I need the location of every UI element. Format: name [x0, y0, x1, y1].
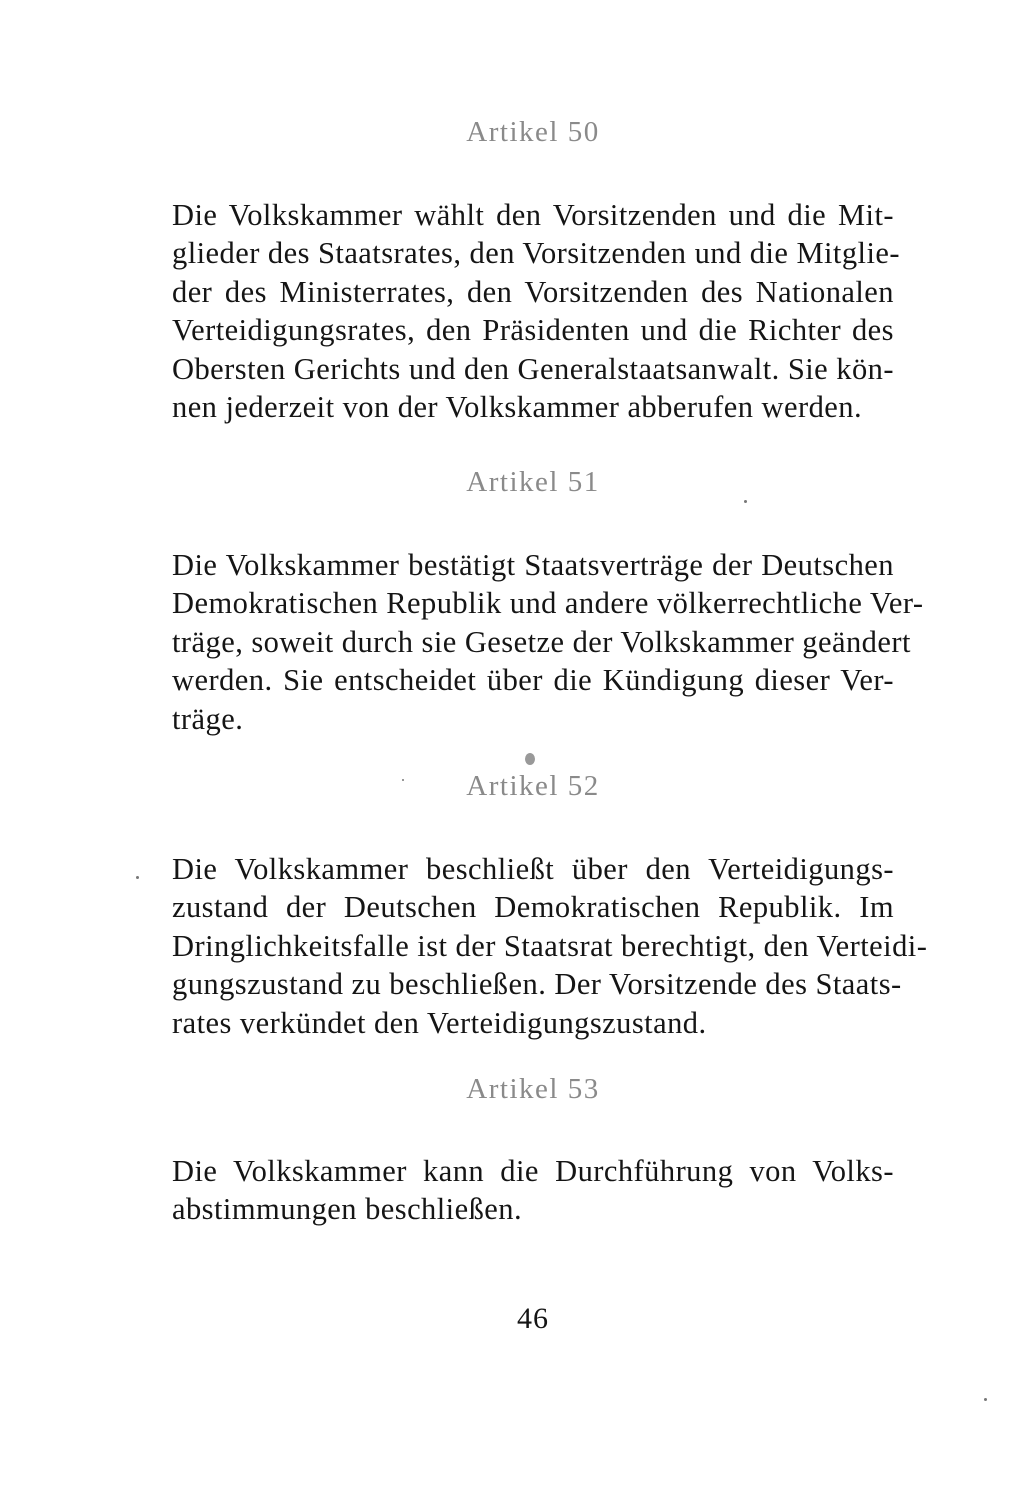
article-50-line-5: Obersten Gerichts und den Generalstaatsanwalt. Sie kön-	[172, 351, 894, 386]
article-52-line-3: Dringlichkeitsfalle ist der Staatsrat berechtigt, den Verteidi-	[172, 928, 928, 963]
article-53-heading: Artikel 53	[466, 1073, 600, 1105]
article-50-line-4: Verteidigungsrates, den Präsidenten und die Richter des	[172, 313, 894, 348]
article-52-text	[172, 850, 928, 1042]
scan-speck	[402, 779, 404, 781]
article-50-line-3: der des Ministerrates, den Vorsitzenden des Nationalen	[172, 274, 894, 309]
article-51-line-1: Die Volkskammer bestätigt Staatsverträge der Deutschen	[172, 548, 894, 582]
page-number: 46	[517, 1302, 549, 1335]
article-51-heading: Artikel 51	[466, 466, 600, 498]
article-53-line-1: Die Volkskammer kann die Durchführung von Volks-	[172, 1154, 894, 1188]
article-52-line-2: zustand der Deutschen Demokratischen Republik. Im	[172, 890, 894, 925]
article-53-text	[172, 1152, 894, 1229]
article-50-heading: Artikel 50	[466, 116, 600, 148]
article-53-line-2: abstimmungen beschließen.	[172, 1192, 523, 1227]
article-52-line-5: rates verkündet den Verteidigungszustand.	[172, 1005, 707, 1040]
scan-speck	[984, 1398, 987, 1401]
article-50-line-6: nen jederzeit von der Volkskammer abberufen werden.	[172, 389, 863, 424]
scan-speck	[136, 876, 139, 879]
article-50-text	[172, 196, 901, 426]
article-51-line-3: träge, soweit durch sie Gesetze der Volkskammer geändert	[172, 624, 911, 659]
article-51-line-4: werden. Sie entscheidet über die Kündigung dieser Ver-	[172, 663, 894, 698]
article-51-line-5: träge.	[172, 701, 244, 736]
article-51-text	[172, 546, 924, 738]
article-52-line-1: Die Volkskammer beschließt über den Verteidigungs-	[172, 852, 894, 886]
article-51-line-2: Demokratischen Republik und andere völkerrechtliche Ver-	[172, 586, 924, 621]
article-52-line-4: gungszustand zu beschließen. Der Vorsitzende des Staats-	[172, 967, 902, 1002]
article-52-heading: Artikel 52	[466, 770, 600, 802]
scan-blot	[525, 753, 535, 765]
scan-speck	[744, 500, 747, 503]
article-50-line-1: Die Volkskammer wählt den Vorsitzenden und die Mit-	[172, 198, 894, 232]
article-50-line-2: glieder des Staatsrates, den Vorsitzenden und die Mitglie-	[172, 236, 901, 271]
